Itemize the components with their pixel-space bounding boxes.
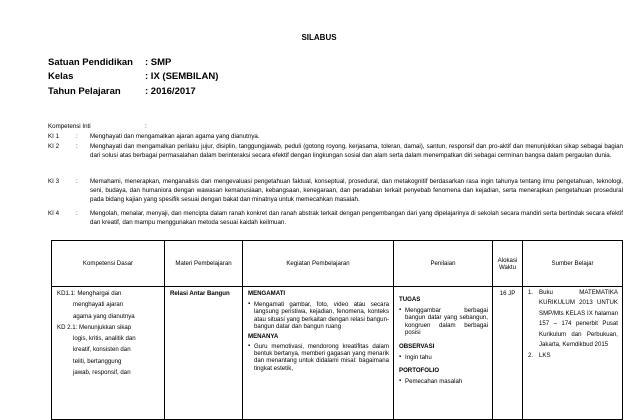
sumber-number: 2.	[528, 352, 534, 360]
sumber-item	[528, 351, 618, 361]
cell-materi	[165, 287, 243, 420]
cell-kompetensi-dasar	[52, 287, 165, 420]
alokasi-value: 16 JP	[499, 290, 516, 297]
penilaian-heading-tugas: TUGAS	[399, 296, 421, 303]
ki-intro-label: Kompetensi Inti	[48, 123, 91, 130]
table-row	[52, 287, 623, 420]
ki-colon: :	[76, 210, 78, 217]
meta-value-satuan: : SMP	[145, 57, 172, 68]
kd-line: logis, kritis, analitik dan	[73, 335, 136, 343]
kegiatan-heading-mengamati: MENGAMATI	[248, 290, 286, 297]
cell-kegiatan	[243, 287, 394, 420]
kegiatan-bullet: ▪ Guru memotivasi, mendorong kreatifitas dalam bentuk bertanya, memberi gagasan yang menarik dan menantang untuk didalami misal: bagaimana tingkat estetik,	[248, 343, 389, 373]
sumber-text: LKS	[539, 352, 551, 360]
ki-code: KI 3	[48, 178, 60, 185]
cell-alokasi	[493, 287, 523, 420]
kd-line: kreatif, konsisten dan	[73, 346, 131, 354]
penilaian-bullet: ▪ Ingin tahu	[399, 354, 488, 361]
header-kegiatan: Kegiatan Pembelajaran	[243, 241, 394, 287]
meta-label-kelas: Kelas	[48, 71, 74, 82]
kd-line: menghayati ajaran	[73, 301, 124, 309]
ki-code: KI 1	[48, 133, 60, 140]
kd-line: KD 2.1: Menunjukkan sikap	[57, 323, 132, 331]
meta-label-satuan: Satuan Pendidikan	[48, 57, 133, 68]
syllabus-table	[51, 240, 623, 420]
sumber-item	[528, 288, 618, 350]
header-alokasi: Alokasi Waktu	[493, 241, 523, 287]
table-header-row	[52, 241, 623, 287]
cell-penilaian	[394, 287, 493, 420]
page-title: SILABUS	[301, 33, 337, 42]
header-sumber: Sumber Belajar	[523, 241, 623, 287]
ki-code: KI 2	[48, 143, 60, 150]
kd-line: agama yang dianutnya	[73, 312, 135, 320]
kd-line: jawab, responsif, dan	[73, 369, 131, 377]
ki-colon: :	[76, 143, 78, 150]
penilaian-bullet: ▪ Menggambar berbagai bangun datar yang sebangun, kongruen dalam berbagai posisi	[399, 307, 488, 337]
kegiatan-heading-menanya: MENANYA	[248, 332, 279, 340]
cell-sumber	[523, 287, 623, 420]
sumber-text: Buku MATEMATIKA KURIKULUM 2013 UNTUK SMP/Mts KELAS IX halaman 157 – 174 penerbit Pusat Kurikulum dan Perbukuan, Jakarta, Kemdikbud 2015	[539, 289, 618, 349]
ki-text: Menghayati dan mengamalkan perilaku jujur, disiplin, tanggungjawab, peduli (gotong royong, kerjasama, toleran, damai), santun, responsif dan pro-aktif dan menunjukkan sikap sebagai bagian dari solusi atas berbagai permasalahan dalam berinteraksi secara efektif dengan lingkungan sosial dan alam serta dalam menempatkan diri sebagai cerminan bangsa dalam pergaulan dunia.	[90, 143, 623, 160]
meta-value-tahun: : 2016/2017	[145, 86, 196, 97]
kd-line: KD1.1: Menghargai dan	[57, 290, 122, 297]
ki-intro-colon: :	[145, 123, 147, 130]
kd-line: teliti, bertanggung	[73, 357, 122, 365]
sumber-number: 1.	[528, 289, 534, 296]
ki-colon: :	[76, 178, 78, 185]
ki-text: Memahami, menerapkan, menganalisis dan mengevaluasi pengetahuan faktual, konseptual, prosedural, dan metakognitif berdasarkan rasa ingin tahunya tentang ilmu pengetahuan, teknologi, seni, budaya, dan humaniora dengan wawasan kemanusiaan, kebangsaan, kenegaraan, dan peradaban terkait penyebab fenomena dan kejadian, serta menerapkan pengetahuan prosedural pada bidang kajian yang spesifik sesuai dengan bakat dan minatnya untuk memecahkan masalah.	[90, 178, 623, 204]
meta-label-tahun: Tahun Pelajaran	[48, 86, 121, 97]
ki-text: Menghayati dan mengamalkan ajaran agama yang dianutnya.	[90, 133, 260, 140]
penilaian-heading-portofolio: PORTOFOLIO	[399, 367, 440, 375]
header-kompetensi-dasar: Kompetensi Dasar	[52, 241, 165, 287]
header-penilaian: Penilaian	[394, 241, 493, 287]
header-materi: Materi Pembelajaran	[165, 241, 243, 287]
ki-colon: :	[76, 133, 78, 140]
ki-text: Mengolah, menalar, menyaji, dan mencipta dalam ranah konkret dan ranah abstrak terkait dengan pengembangan dari yang dipelajarinya di sekolah secara mandiri serta bertindak secara efektif dan kreatif, dan mampu menggunakan metoda sesuai kaidah keilmuan.	[90, 210, 623, 227]
ki-code: KI 4	[48, 210, 60, 217]
materi-text: Relasi Antar Bangun	[170, 290, 230, 297]
penilaian-heading-observasi: OBSERVASI	[399, 342, 435, 350]
kegiatan-bullet: ▪ Mengamati gambar, foto, video atau secara langsung peristiwa, kejadian, fenomena, konteks atau situasi yang berkaitan dengan relasi bangun-bangun datar dan bangun ruang	[248, 301, 389, 331]
penilaian-bullet: ▪ Pemecahan masalah	[399, 378, 488, 385]
meta-value-kelas: : IX (SEMBILAN)	[145, 71, 219, 82]
